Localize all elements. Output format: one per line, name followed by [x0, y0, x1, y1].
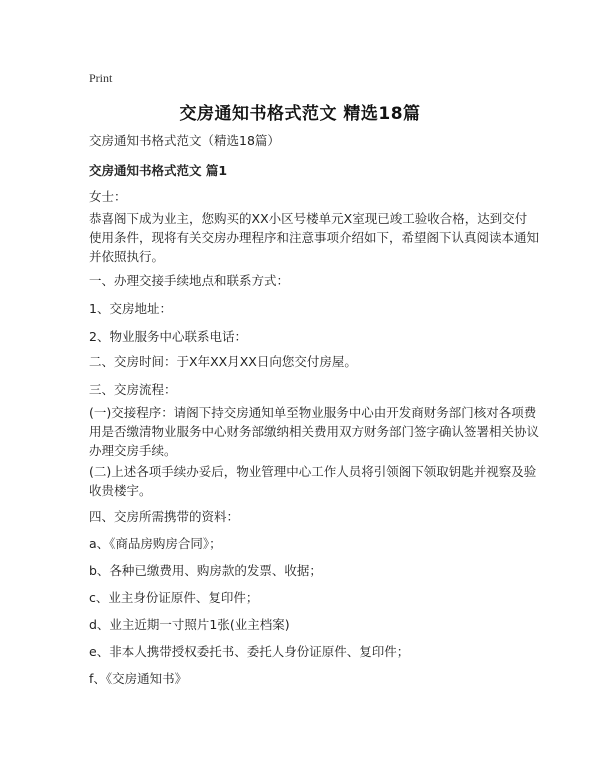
paragraph-line: 收贵楼宇。	[89, 483, 152, 498]
paragraph-line: (一)交接程序：请阁下持交房通知单至物业服务中心由开发商财务部门核对各项费	[89, 405, 537, 420]
procedure-2-paragraph	[89, 462, 537, 500]
procedure-1-paragraph	[89, 403, 540, 460]
material-item-f: f、《交房通知书》	[89, 671, 188, 686]
item-2: 二、交房时间：于X年XX月XX日向您交付房屋。	[89, 354, 357, 369]
intro-paragraph	[89, 209, 540, 266]
paragraph-line: 使用条件，现将有关交房办理程序和注意事项介绍如下，希望阁下认真阅读本通知	[89, 230, 540, 245]
paragraph-line: 恭喜阁下成为业主，您购买的XX小区号楼单元X室现已竣工验收合格，达到交付	[89, 211, 528, 226]
item-4-heading: 四、交房所需携带的资料：	[89, 509, 240, 524]
paragraph-line: 用是否缴清物业服务中心财务部缴纳相关费用双方财务部门签字确认签署相关协议	[89, 424, 540, 439]
document-title: 交房通知书格式范文 精选18篇	[179, 104, 421, 124]
material-item-b: b、各种已缴费用、购房款的发票、收据；	[89, 563, 322, 578]
paragraph-line: (二)上述各项手续办妥后，物业管理中心工作人员将引领阁下领取钥匙并视察及验	[89, 464, 537, 479]
paragraph-line: 并依照执行。	[89, 249, 165, 264]
salutation: 女士：	[89, 189, 127, 204]
paragraph-line: 办理交房手续。	[89, 443, 177, 458]
material-item-d: d、业主近期一寸照片1张(业主档案)	[89, 617, 290, 632]
material-item-c: c、业主身份证原件、复印件；	[89, 590, 259, 605]
item-1-heading: 一、办理交接手续地点和联系方式：	[89, 273, 290, 288]
material-item-e: e、非本人携带授权委托书、委托人身份证原件、复印件；	[89, 644, 410, 659]
material-item-a: a、《商品房购房合同》；	[89, 536, 222, 551]
print-label: Print	[89, 71, 113, 85]
item-3-heading: 三、交房流程：	[89, 382, 177, 397]
document-subtitle: 交房通知书格式范文（精选18篇）	[89, 133, 280, 148]
section-heading: 交房通知书格式范文 篇1	[89, 163, 228, 178]
item-1-2: 2、物业服务中心联系电话：	[89, 329, 247, 344]
item-1-1: 1、交房地址：	[89, 301, 172, 316]
